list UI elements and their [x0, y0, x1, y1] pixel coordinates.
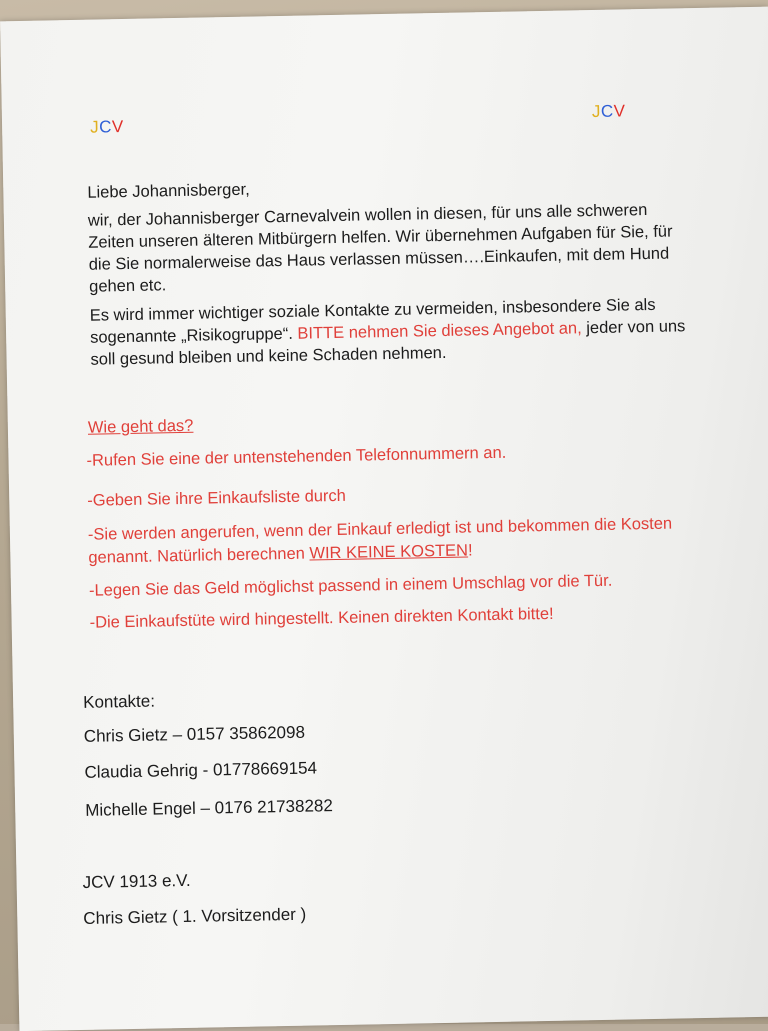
jcv-logo-right: [592, 101, 626, 122]
logo-letter-v: V: [111, 117, 124, 137]
signature-organization: JCV 1913 e.V.: [82, 870, 191, 892]
step-callback-text: -Sie werden angerufen, wenn der Einkauf erledigt ist und bekommen die Kosten genannt. Natürlich berechnen: [87, 514, 673, 567]
contact-item: Michelle Engel – 0176 21738282: [85, 796, 334, 820]
appeal-text-start: Es wird immer wichtiger soziale Kontakte zu vermeiden, insbesondere Sie als sogenannte „Risikogruppe“.: [89, 295, 656, 347]
contacts-label: Kontakte:: [82, 691, 156, 712]
greeting: Liebe Johannisberger,: [87, 180, 250, 202]
step-callback-end: !: [467, 541, 473, 560]
signature-name: Chris Gietz ( 1. Vorsitzender ): [83, 904, 307, 928]
step-payment: -Legen Sie das Geld möglichst passend in einem Umschlag vor die Tür.: [88, 571, 613, 600]
step-callback-no-cost: WIR KEINE KOSTEN: [309, 541, 469, 563]
logo-letter-c: C: [98, 117, 113, 137]
step-call: -Rufen Sie eine der untenstehenden Telefonnummern an.: [86, 443, 507, 470]
logo-letter-v: V: [613, 101, 626, 121]
jcv-logo-left: [90, 117, 124, 138]
contact-item: Chris Gietz – 0157 35862098: [83, 722, 306, 746]
logo-letter-j: J: [89, 117, 100, 137]
steps-heading: Wie geht das?: [87, 416, 194, 437]
intro-paragraph: wir, der Johannisberger Carnevalvein wollen in diesen, für uns alle schweren Zeiten unseren älteren Mitbürgern helfen. Wir übernehmen Aufgaben für Sie, für die Sie normalerweise das Haus verlassen müssen….Einkaufen, mit dem Hund gehen etc.: [87, 200, 673, 296]
logo-letter-j: J: [591, 101, 602, 122]
logo-letter-c: C: [600, 101, 614, 121]
step-callback: [88, 511, 729, 569]
letter-sheet: [0, 7, 768, 1031]
step-delivery: -Die Einkaufstüte wird hingestellt. Keinen direkten Kontakt bitte!: [89, 604, 554, 632]
contact-item: Claudia Gehrig - 01778669154: [84, 758, 318, 782]
appeal-text-emphasis: BITTE nehmen Sie dieses Angebot an,: [297, 319, 582, 343]
step-shopping-list: -Geben Sie ihre Einkaufsliste durch: [87, 486, 347, 510]
appeal-paragraph: [90, 293, 691, 371]
appeal-text-end: jeder von uns soll gesund bleiben und keine Schaden nehmen.: [90, 317, 686, 369]
